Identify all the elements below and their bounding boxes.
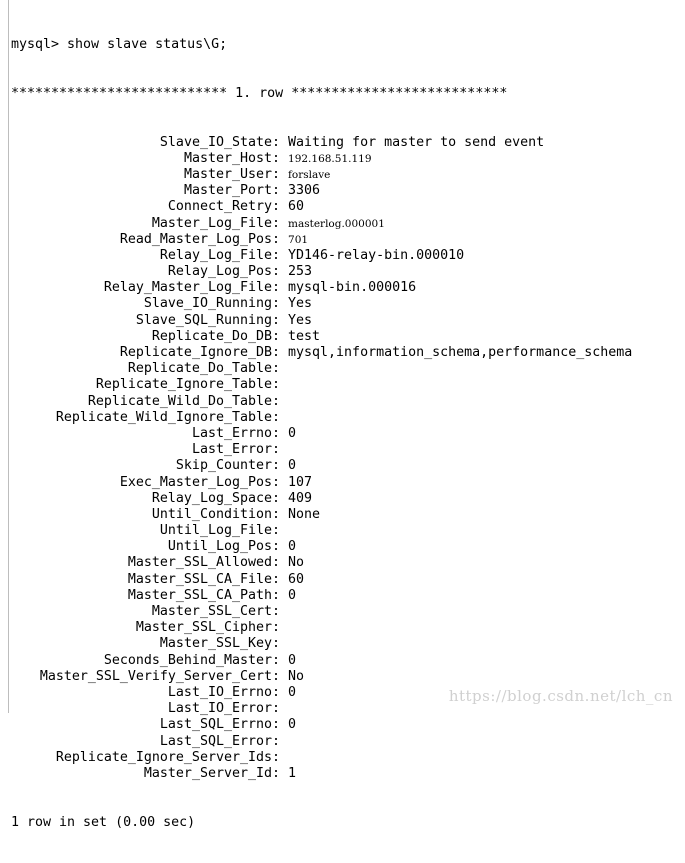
- field-separator: :: [272, 134, 281, 150]
- status-field-row: [11, 475, 632, 491]
- field-separator: :: [272, 701, 281, 717]
- field-separator: :: [272, 717, 281, 733]
- field-name: Slave_IO_Running: [143, 296, 272, 312]
- field-value: mysql-bin.000016: [288, 280, 417, 296]
- field-separator: :: [272, 296, 281, 312]
- field-value: YD146-relay-bin.000010: [288, 247, 465, 263]
- field-name: Relay_Master_Log_File: [103, 280, 272, 296]
- field-name: Until_Condition: [151, 506, 272, 522]
- status-field-row: [11, 232, 632, 248]
- field-separator: :: [272, 587, 281, 603]
- status-field-row: [11, 620, 632, 636]
- field-name: Until_Log_Pos: [167, 539, 272, 555]
- field-name: Master_SSL_Verify_Server_Cert: [39, 668, 272, 684]
- status-field-row: [11, 394, 632, 410]
- field-value: masterlog.000001: [288, 217, 385, 230]
- field-name: Slave_IO_State: [159, 134, 272, 150]
- field-value: Yes: [288, 296, 313, 312]
- status-field-row: [11, 572, 632, 588]
- status-field-row: [11, 588, 632, 604]
- field-separator: :: [272, 264, 281, 280]
- status-field-row: [11, 669, 632, 685]
- status-field-row: [11, 151, 632, 167]
- field-name: Relay_Log_Space: [151, 490, 272, 506]
- field-separator: :: [272, 442, 281, 458]
- field-value: 1: [288, 765, 297, 781]
- field-name: Connect_Retry: [167, 199, 272, 215]
- status-field-row: [11, 199, 632, 215]
- field-name: Master_Server_Id: [143, 765, 272, 781]
- field-separator: :: [272, 328, 281, 344]
- status-field-row: [11, 426, 632, 442]
- watermark: https://blog.csdn.net/lch_cn: [448, 687, 673, 705]
- field-separator: :: [272, 539, 281, 555]
- field-name: Master_Host: [183, 150, 272, 166]
- field-name: Master_SSL_CA_Path: [127, 587, 272, 603]
- field-value: Waiting for master to send event: [288, 134, 545, 150]
- field-value: [280, 701, 288, 717]
- field-value: [280, 620, 288, 636]
- terminal-output: [11, 5, 632, 863]
- status-field-row: [11, 216, 632, 232]
- field-separator: :: [272, 604, 281, 620]
- status-field-row: [11, 458, 632, 474]
- field-separator: :: [272, 523, 281, 539]
- field-value: [280, 734, 288, 750]
- status-field-row: [11, 410, 632, 426]
- status-field-row: [11, 491, 632, 507]
- field-separator: :: [272, 458, 281, 474]
- status-field-row: [11, 507, 632, 523]
- field-separator: :: [272, 231, 281, 247]
- field-value: [280, 750, 288, 766]
- status-field-row: [11, 653, 632, 669]
- command-line: mysql> show slave status\G;: [11, 37, 228, 53]
- status-field-row: [11, 636, 632, 652]
- field-name: Master_Log_File: [151, 215, 272, 231]
- field-name: Read_Master_Log_Pos: [119, 231, 272, 247]
- field-value: No: [288, 668, 305, 684]
- field-separator: :: [272, 377, 281, 393]
- field-name: Replicate_Ignore_DB: [119, 345, 272, 361]
- status-fields: [11, 135, 632, 783]
- field-separator: :: [272, 280, 281, 296]
- field-separator: :: [272, 215, 281, 231]
- field-value: [280, 442, 288, 458]
- status-field-row: [11, 135, 632, 151]
- field-separator: :: [272, 409, 281, 425]
- field-value: [280, 394, 288, 410]
- field-name: Last_SQL_Errno: [159, 717, 272, 733]
- field-value: [280, 636, 288, 652]
- field-name: Until_Log_File: [159, 523, 272, 539]
- field-separator: :: [272, 749, 281, 765]
- field-value: [280, 523, 288, 539]
- field-name: Relay_Log_Pos: [167, 264, 272, 280]
- field-value: 253: [288, 264, 313, 280]
- status-field-row: [11, 296, 632, 312]
- field-name: Replicate_Do_DB: [151, 328, 272, 344]
- field-name: Replicate_Do_Table: [127, 361, 272, 377]
- field-name: Skip_Counter: [175, 458, 272, 474]
- field-value: [280, 604, 288, 620]
- field-value: None: [288, 506, 321, 522]
- field-name: Replicate_Wild_Do_Table: [87, 393, 272, 409]
- field-separator: :: [272, 474, 281, 490]
- field-name: Replicate_Ignore_Server_Ids: [55, 749, 272, 765]
- field-value: 192.168.51.119: [288, 152, 372, 165]
- field-separator: :: [272, 668, 281, 684]
- field-separator: :: [272, 765, 281, 781]
- field-value: 107: [288, 474, 313, 490]
- field-name: Last_IO_Error: [167, 701, 272, 717]
- left-border: [8, 0, 9, 713]
- status-field-row: [11, 280, 632, 296]
- field-value: [280, 361, 288, 377]
- status-field-row: [11, 345, 632, 361]
- field-name: Slave_SQL_Running: [135, 312, 272, 328]
- field-separator: :: [272, 620, 281, 636]
- field-name: Master_SSL_Cert: [151, 604, 272, 620]
- status-field-row: [11, 604, 632, 620]
- field-separator: :: [272, 150, 281, 166]
- field-value: 0: [288, 458, 297, 474]
- status-field-row: [11, 264, 632, 280]
- status-field-row: [11, 523, 632, 539]
- footer-line: 1 row in set (0.00 sec): [11, 814, 196, 830]
- field-value: 0: [288, 717, 297, 733]
- field-name: Last_Errno: [191, 425, 272, 441]
- field-separator: :: [272, 506, 281, 522]
- field-separator: :: [272, 312, 281, 328]
- field-value: 701: [288, 233, 309, 246]
- status-field-row: [11, 167, 632, 183]
- field-separator: :: [272, 166, 281, 182]
- field-name: Master_SSL_CA_File: [127, 571, 272, 587]
- field-name: Master_SSL_Allowed: [127, 555, 272, 571]
- field-name: Last_Error: [191, 442, 272, 458]
- field-separator: :: [272, 183, 281, 199]
- status-field-row: [11, 555, 632, 571]
- status-field-row: [11, 750, 632, 766]
- field-name: Last_IO_Errno: [167, 684, 272, 700]
- field-value: 60: [288, 199, 305, 215]
- field-value: test: [288, 328, 321, 344]
- field-value: 3306: [288, 183, 321, 199]
- field-value: 0: [288, 539, 297, 555]
- field-name: Master_Port: [183, 183, 272, 199]
- field-name: Master_SSL_Cipher: [135, 620, 272, 636]
- field-value: Yes: [288, 312, 313, 328]
- field-value: 0: [288, 587, 297, 603]
- field-value: [280, 410, 288, 426]
- field-separator: :: [272, 393, 281, 409]
- field-value: No: [288, 555, 305, 571]
- field-separator: :: [272, 652, 281, 668]
- field-name: Replicate_Ignore_Table: [95, 377, 272, 393]
- field-value: 409: [288, 490, 313, 506]
- field-value: 60: [288, 571, 305, 587]
- status-field-row: [11, 313, 632, 329]
- field-value: 0: [288, 425, 297, 441]
- status-field-row: [11, 539, 632, 555]
- status-field-row: [11, 442, 632, 458]
- field-name: Replicate_Wild_Ignore_Table: [55, 409, 272, 425]
- field-separator: :: [272, 247, 281, 263]
- field-separator: :: [272, 571, 281, 587]
- status-field-row: [11, 377, 632, 393]
- field-separator: :: [272, 636, 281, 652]
- field-name: Last_SQL_Error: [159, 733, 272, 749]
- status-field-row: [11, 329, 632, 345]
- status-field-row: [11, 361, 632, 377]
- field-name: Master_SSL_Key: [159, 636, 272, 652]
- field-value: forslave: [288, 168, 331, 181]
- field-separator: :: [272, 199, 281, 215]
- field-separator: :: [272, 361, 281, 377]
- field-name: Exec_Master_Log_Pos: [119, 474, 272, 490]
- status-field-row: [11, 183, 632, 199]
- field-name: Seconds_Behind_Master: [103, 652, 272, 668]
- field-value: 0: [288, 652, 297, 668]
- status-field-row: [11, 766, 632, 782]
- row-header: *************************** 1. row ***************************: [11, 86, 508, 101]
- field-name: Master_User: [183, 166, 272, 182]
- field-separator: :: [272, 555, 281, 571]
- status-field-row: [11, 717, 632, 733]
- field-separator: :: [272, 684, 281, 700]
- field-value: [280, 377, 288, 393]
- field-separator: :: [272, 733, 281, 749]
- field-value: 0: [288, 684, 297, 700]
- status-field-row: [11, 734, 632, 750]
- field-separator: :: [272, 490, 281, 506]
- field-separator: :: [272, 345, 281, 361]
- field-separator: :: [272, 425, 281, 441]
- field-name: Relay_Log_File: [159, 247, 272, 263]
- status-field-row: [11, 248, 632, 264]
- field-value: mysql,information_schema,performance_schema: [288, 345, 633, 361]
